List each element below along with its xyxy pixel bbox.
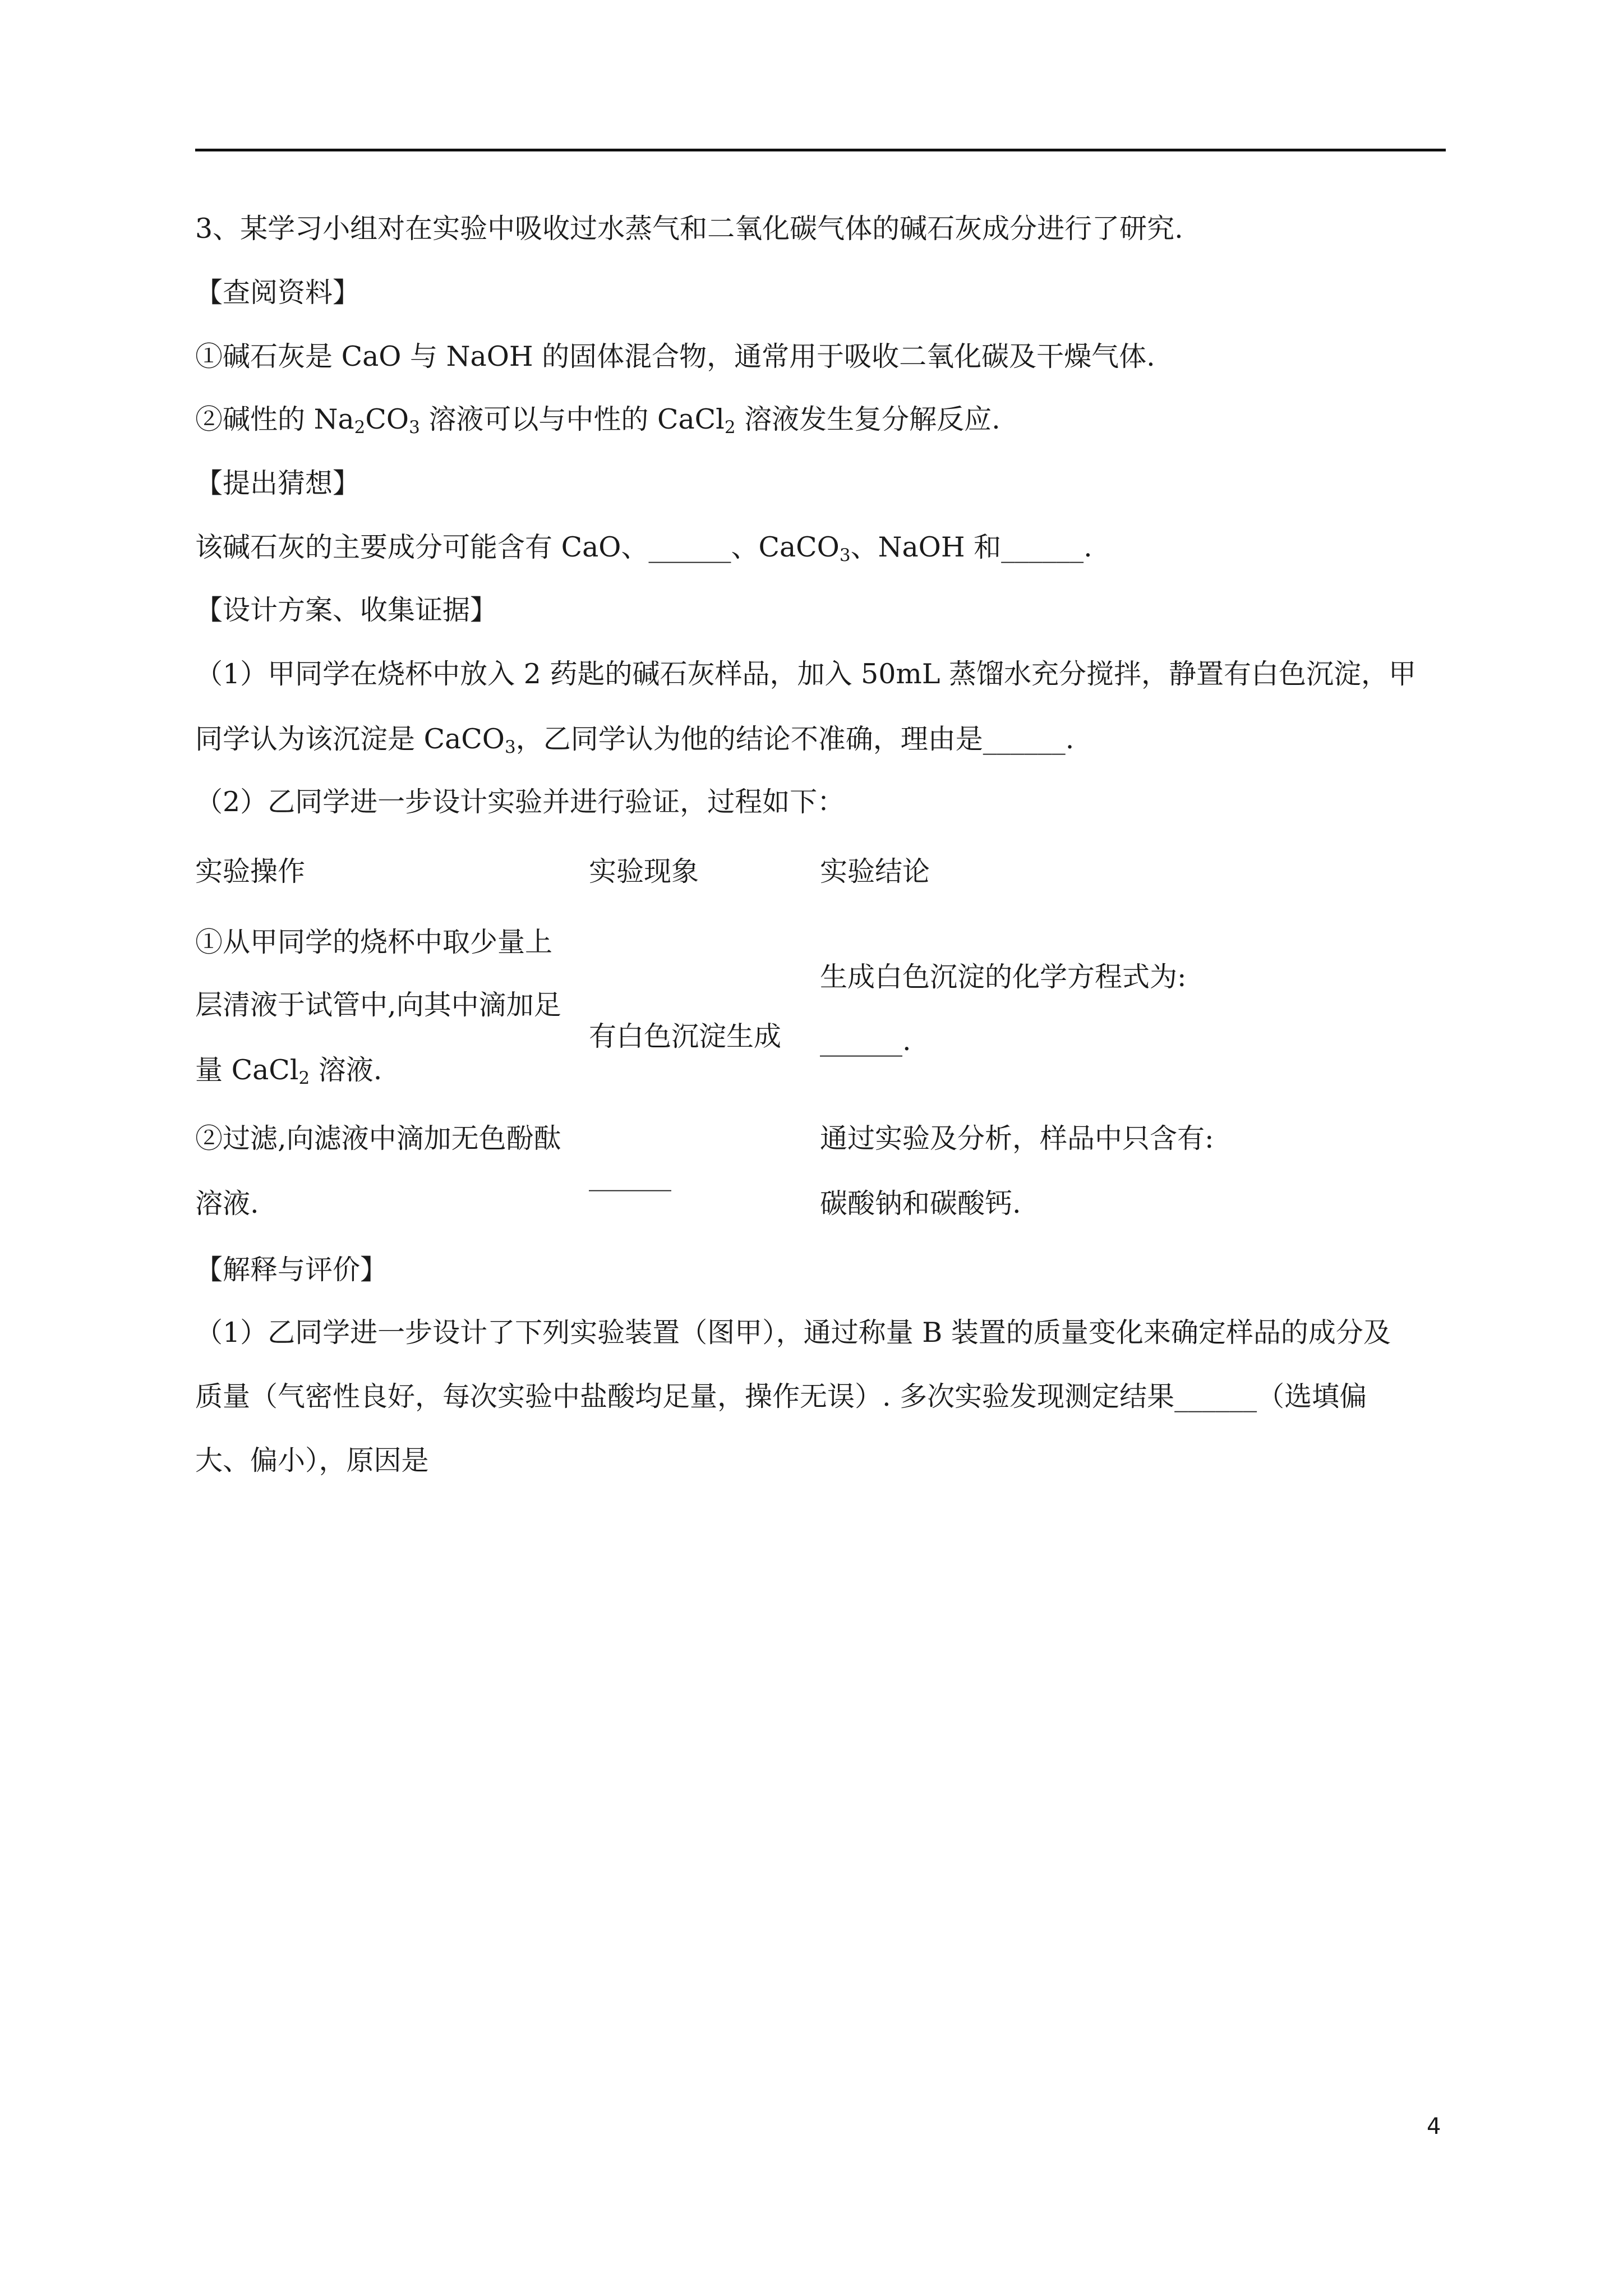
ref2-sub-2: 3: [409, 417, 420, 438]
evaluation-line-2: 质量（气密性良好，每次实验中盐酸均足量，操作无误）. 多次实验发现测定结果______（选填偏: [195, 1381, 1367, 1412]
table-header-phenomenon: 实验现象: [589, 855, 699, 887]
row1-op-line-3-sub: 2: [298, 1068, 310, 1088]
row1-conclusion-line-2: ______.: [820, 1025, 911, 1057]
question-intro: 3、某学习小组对在实验中吸收过水蒸气和二氧化碳气体的碱石灰成分进行了研究.: [195, 213, 1183, 245]
section-evaluation-heading: 【解释与评价】: [195, 1254, 388, 1286]
row1-phenomenon: 有白色沉淀生成: [589, 1020, 782, 1052]
row1-conclusion-line-1: 生成白色沉淀的化学方程式为:: [820, 961, 1187, 993]
ref2-sub-3: 2: [724, 417, 736, 438]
evaluation-line-3: 大、偏小），原因是: [195, 1444, 429, 1476]
hypothesis-text-b: 、NaOH 和______.: [850, 531, 1092, 563]
design-1-line-1: （1）甲同学在烧杯中放入 2 药匙的碱石灰样品，加入 50mL 蒸馏水充分搅拌，静置有白色沉淀，甲: [195, 658, 1417, 690]
row2-conclusion-line-2: 碳酸钠和碳酸钙.: [820, 1188, 1021, 1220]
design-1-line-2-sub: 3: [504, 737, 516, 757]
ref2-text-b: CO: [365, 403, 409, 435]
table-header-operation: 实验操作: [195, 855, 306, 887]
row1-op-line-3-a: 量 CaCl: [195, 1054, 299, 1086]
design-1-line-2-a: 同学认为该沉淀是 CaCO: [195, 723, 505, 755]
section-hypothesis-heading: 【提出猜想】: [195, 467, 361, 499]
ref2-text-a: ②碱性的 Na: [195, 403, 354, 435]
row2-operation-line-1: ②过滤,向滤液中滴加无色酚酞: [195, 1122, 561, 1154]
ref2-sub-1: 2: [354, 417, 366, 438]
section-design-heading: 【设计方案、收集证据】: [195, 594, 498, 626]
ref2-text-d: 溶液发生复分解反应.: [735, 403, 1000, 435]
reference-2: [195, 403, 1000, 436]
design-2: （2）乙同学进一步设计实验并进行验证，过程如下：: [195, 786, 845, 818]
row2-conclusion-line-1: 通过实验及分析，样品中只含有:: [820, 1122, 1214, 1154]
design-1-line-2-b: ，乙同学认为他的结论不准确，理由是______.: [515, 723, 1075, 755]
row1-operation-line-3: [195, 1053, 382, 1087]
evaluation-line-1: （1）乙同学进一步设计了下列实验装置（图甲），通过称量 B 装置的质量变化来确定样品的成分及: [195, 1317, 1391, 1349]
page-number: 4: [1427, 2114, 1441, 2139]
row1-op-line-3-b: 溶液.: [310, 1054, 382, 1086]
section-lookup-heading: 【查阅资料】: [195, 277, 361, 309]
ref2-text-c: 溶液可以与中性的 CaCl: [419, 403, 725, 435]
header-rule: [195, 149, 1446, 151]
reference-1: ①碱石灰是 CaO 与 NaOH 的固体混合物，通常用于吸收二氧化碳及干燥气体.: [195, 341, 1155, 372]
table-header-conclusion: 实验结论: [820, 855, 930, 887]
row2-operation-line-2: 溶液.: [195, 1188, 259, 1220]
hypothesis-sub: 3: [839, 545, 851, 565]
row1-operation-line-2: 层清液于试管中,向其中滴加足: [195, 989, 561, 1021]
row2-phenomenon: ______: [589, 1159, 671, 1191]
hypothesis-text-a: 该碱石灰的主要成分可能含有 CaO、______、CaCO: [195, 531, 840, 563]
hypothesis-text: [195, 531, 1092, 564]
row1-operation-line-1: ①从甲同学的烧杯中取少量上: [195, 926, 553, 958]
design-1-line-2: [195, 723, 1074, 756]
